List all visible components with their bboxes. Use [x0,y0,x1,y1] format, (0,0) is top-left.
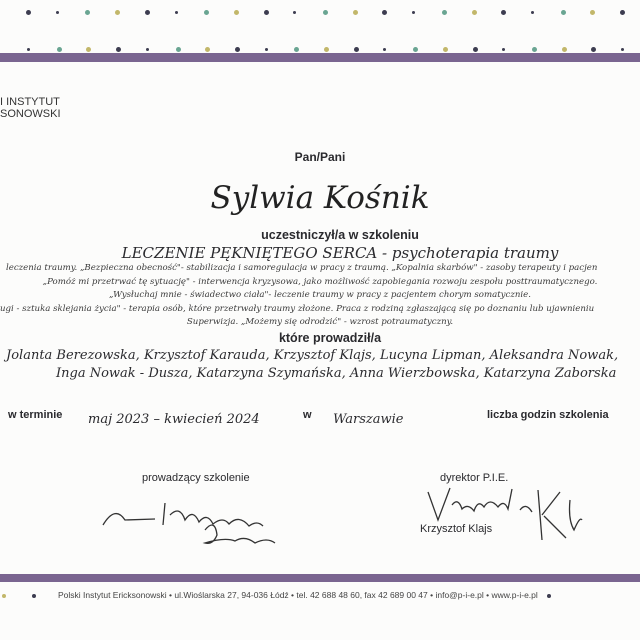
decorative-dot [56,11,59,14]
footer-contact: Polski Instytut Ericksonowski • ul.Wioślarska 27, 94-036 Łódź • tel. 42 688 48 60, fax 42 689 00 47 • info@p-i-e.pl • www.p-i-e.pl [58,590,538,600]
decorative-dot [353,10,358,15]
decorative-dot [443,47,448,52]
decorative-dot [205,47,210,52]
logo-line-2: SONOWSKI [0,108,61,120]
place-label: w [303,409,312,421]
decorative-dot [501,10,506,15]
decorative-dot [2,594,6,598]
bottom-purple-band [0,574,640,582]
decorative-dot [234,10,239,15]
decorative-dot [32,594,36,598]
decorative-dot [382,10,387,15]
decorative-dot [324,47,329,52]
director-signature-label: dyrektor P.I.E. [440,472,509,484]
led-by-label: które prowadził/a [278,331,382,345]
salutation: Pan/Pani [294,150,346,164]
director-signature [420,480,590,560]
decorative-dot [502,48,505,51]
description-line: „Pomóż mi przetrwać tę sytuację" - interwencja kryzysowa, jako możliwość zapobiegania rozwoju zespołu posttraumatycznego. [42,276,598,287]
decorative-dot [264,10,269,15]
trainers-line-2: Inga Nowak - Dusza, Katarzyna Szymańska, Anna Wierzbowska, Katarzyna Zaborska [56,366,617,381]
decorative-dot [26,10,31,15]
participation-text: uczestniczył/a w szkoleniu [261,228,419,242]
decorative-dot [86,47,91,52]
top-purple-band [0,53,640,62]
decorative-dot [293,11,296,14]
decorative-dot [85,10,90,15]
decorative-dot [145,10,150,15]
logo-line-1: I INSTYTUT [0,96,60,108]
decorative-dot [562,47,567,52]
decorative-dot [323,10,328,15]
description-line: Superwizja. „Możemy się odrodzić" - wzrost potraumatyczny. [186,317,454,327]
decorative-dot [531,11,534,14]
decorative-dot [146,48,149,51]
decorative-dot [413,47,418,52]
description-line: leczenia traumy. „Bezpieczna obecność"- stabilizacja i samoregulacja w pracy z traumą. „Kopalnia skarbów" - zasoby terapeuty i pacjen [6,263,598,273]
dot-row-top-1 [0,8,640,16]
decorative-dot [412,11,415,14]
decorative-dot [621,48,624,51]
course-title: LECZENIE PĘKNIĘTEGO SERCA - psychoterapia traumy [121,244,559,262]
decorative-dot [547,594,551,598]
description-line: „Wysłuchaj mnie - świadectwo ciała"- leczenie traumy w pracy z pacjentem chorym somatycznie. [109,290,531,300]
decorative-dot [591,47,596,52]
logo-text [0,96,61,120]
hours-label: liczba godzin szkolenia [487,409,609,421]
dot-row-top-2 [0,45,640,53]
decorative-dot [116,47,121,52]
decorative-dot [472,10,477,15]
director-name: Krzysztof Klajs [420,523,493,535]
decorative-dot [57,47,62,52]
decorative-dot [176,47,181,52]
decorative-dot [383,48,386,51]
trainer-signature-label: prowadzący szkolenie [142,472,250,484]
description-line: ugi - sztuka sklejania życia" - terapia osób, które przetrwały traumy złożone. Praca z rodziną zgłaszającą się po doznaniu lub ujawnieniu [0,303,595,314]
decorative-dot [473,47,478,52]
decorative-dot [532,47,537,52]
term-label: w terminie [8,409,63,421]
decorative-dot [235,47,240,52]
decorative-dot [442,10,447,15]
decorative-dot [204,10,209,15]
decorative-dot [620,10,625,15]
decorative-dot [175,11,178,14]
trainer-signature [95,485,295,555]
decorative-dot [265,48,268,51]
decorative-dot [27,48,30,51]
decorative-dot [354,47,359,52]
course-description [0,262,640,330]
decorative-dot [561,10,566,15]
decorative-dot [294,47,299,52]
trainers-line-1: Jolanta Berezowska, Krzysztof Karauda, Krzysztof Klajs, Lucyna Lipman, Aleksandra Nowak, [6,348,619,363]
decorative-dot [590,10,595,15]
place-value: Warszawie [333,412,404,427]
decorative-dot [115,10,120,15]
term-value: maj 2023 – kwiecień 2024 [88,412,260,427]
participant-name: Sylwia Kośnik [210,180,430,216]
